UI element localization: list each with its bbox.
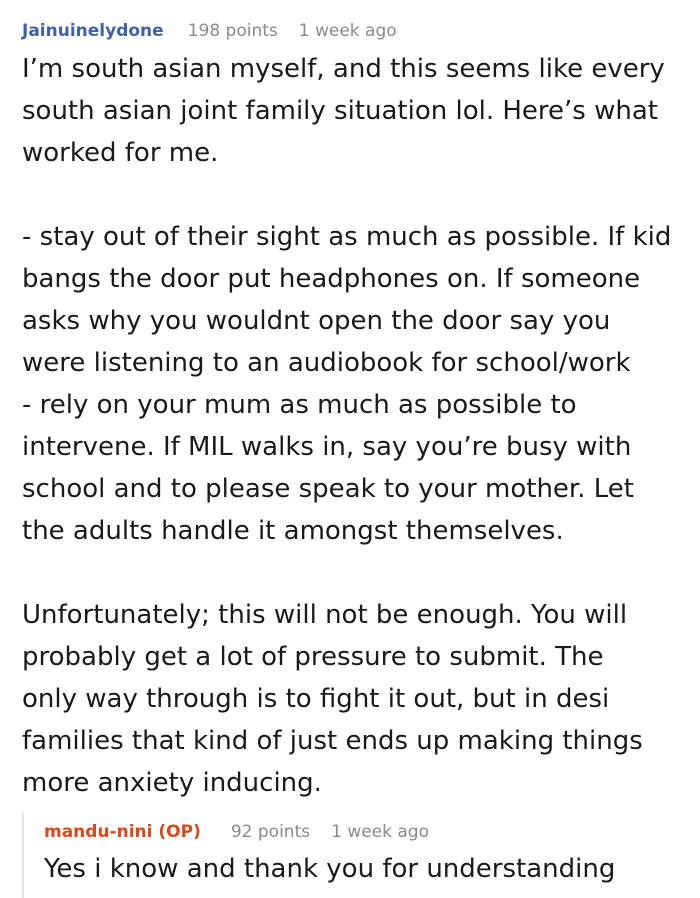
comment-line: I’m south asian myself, and this seems like every <box>22 54 665 84</box>
comment-paragraph <box>22 594 692 804</box>
comment-line: Unfortunately; this will not be enough. You will <box>22 600 628 630</box>
comment-line: probably get a lot of pressure to submit. The <box>22 642 604 672</box>
reply-points: 92 points <box>230 822 311 842</box>
reply-meta <box>44 820 429 844</box>
comment-line: school and to please speak to your mother. Let <box>22 474 634 504</box>
comment-paragraph <box>22 48 692 174</box>
comment-line: the adults handle it amongst themselves. <box>22 516 564 546</box>
reply-comment <box>22 812 700 898</box>
comment-paragraph <box>22 216 692 552</box>
comment-points: 198 points <box>187 21 278 41</box>
reply-age[interactable]: 1 week ago <box>331 822 429 842</box>
comment-line: - stay out of their sight as much as possible. If kid <box>22 222 672 252</box>
comment-body <box>22 48 692 804</box>
comment-age[interactable]: 1 week ago <box>298 21 397 41</box>
comment-meta <box>22 19 397 43</box>
comment-line: - rely on your mum as much as possible to <box>22 390 577 420</box>
reply-author[interactable]: mandu-nini (OP) <box>44 822 201 842</box>
comment-line: bangs the door put headphones on. If someone <box>22 264 641 294</box>
comment-author[interactable]: Jainuinelydone <box>22 21 164 41</box>
comment-line: more anxiety inducing. <box>22 768 322 798</box>
reply-body: Yes i know and thank you for understanding <box>44 854 616 884</box>
comment-line: worked for me. <box>22 138 219 168</box>
comment-line: asks why you wouldnt open the door say you <box>22 306 611 336</box>
comment-line: only way through is to fight it out, but in desi <box>22 684 610 714</box>
comment-line: families that kind of just ends up making things <box>22 726 643 756</box>
paragraph-spacer <box>22 552 692 594</box>
paragraph-spacer <box>22 174 692 216</box>
comment-line: were listening to an audiobook for school/work <box>22 348 631 378</box>
comment-line: intervene. If MIL walks in, say you’re busy with <box>22 432 632 462</box>
comment-line: south asian joint family situation lol. Here’s what <box>22 96 658 126</box>
